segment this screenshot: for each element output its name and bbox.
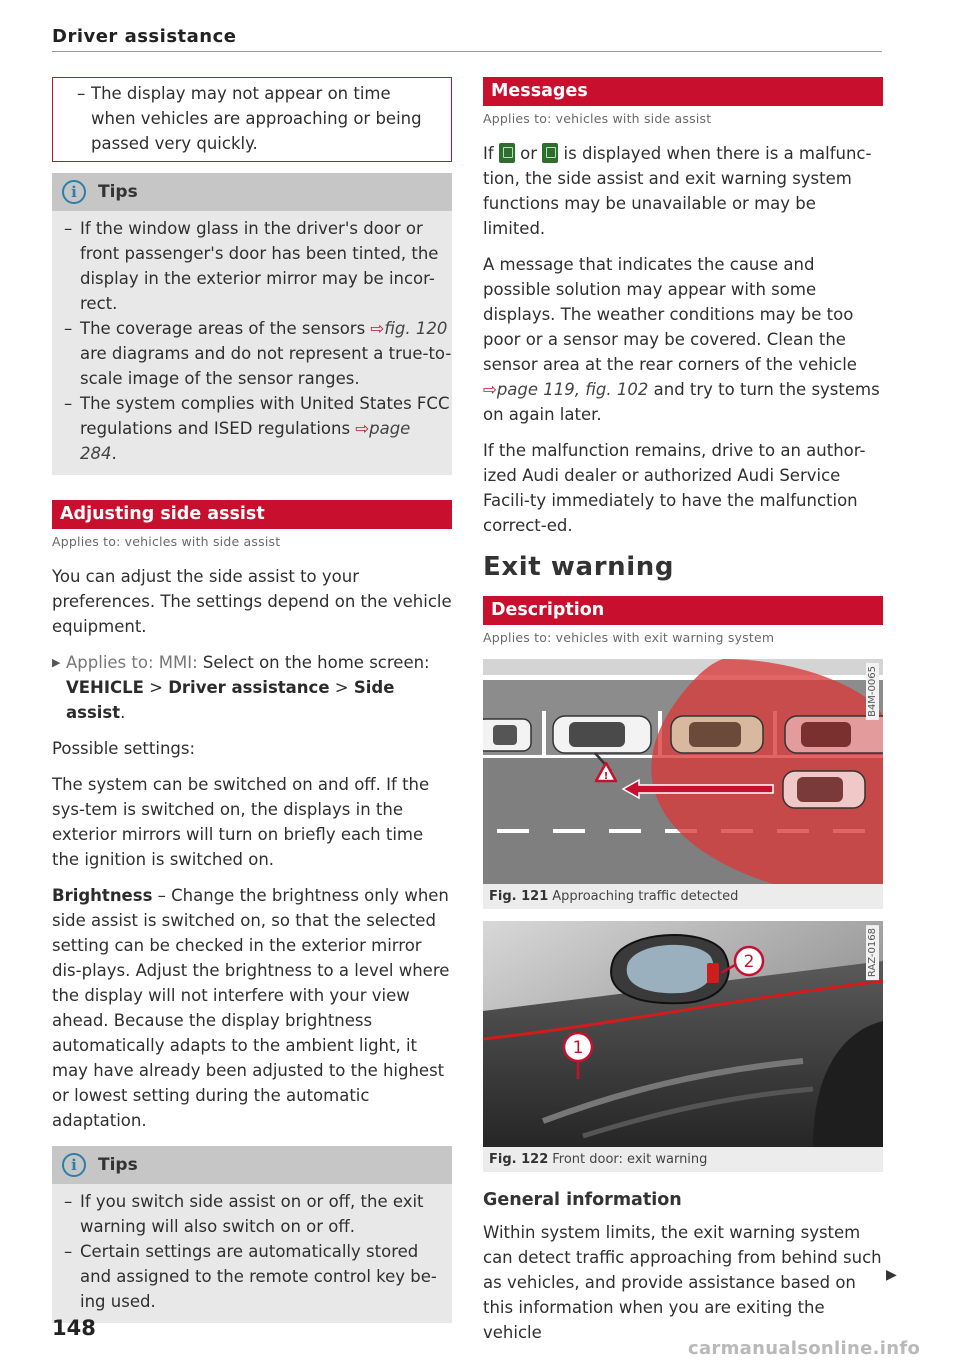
figure-122-illustration bbox=[483, 921, 883, 1147]
tips-item: – Certain settings are automatically stored and assigned to the remote control key be-ing used. bbox=[64, 1242, 437, 1311]
header-divider bbox=[52, 51, 882, 52]
chapter-title-exit-warning: Exit warning bbox=[483, 552, 675, 582]
tips-item: – The coverage areas of the sensors ⇨fig. 120 are diagrams and do not represent a true-to-scale image of the sensor ranges. bbox=[64, 319, 452, 388]
tips-header bbox=[52, 173, 452, 211]
arrow-right-icon: ⇨ bbox=[355, 419, 370, 438]
side-assist-malfunction-icon bbox=[542, 143, 558, 163]
traffic-diagram bbox=[483, 659, 883, 884]
tips-title: Tips bbox=[98, 1155, 138, 1175]
menu-path-driver-assistance: Driver assistance bbox=[168, 678, 330, 697]
section-title-messages: Messages bbox=[483, 77, 883, 106]
section-title-description: Description bbox=[483, 596, 883, 625]
setting-label-brightness: Brightness bbox=[52, 886, 153, 905]
tips-box-1 bbox=[52, 173, 452, 475]
paragraph: Possible settings: bbox=[52, 739, 196, 758]
info-icon: i bbox=[62, 1153, 86, 1177]
page-header: Driver assistance bbox=[52, 26, 237, 47]
paragraph-brightness: Brightness – Change the brightness only when side assist is switched on, so that the selected setting can be checked in the exterior mirror dis-plays. Adjust the brightness to a level where the display will not interfere with your view ahead. Because the display brightness automatically adapts to the ambient light, it may have already been adjusted to the highest or lowest setting during the automatic adaptation. bbox=[52, 886, 450, 1130]
cross-reference-link[interactable]: ⇨fig. 120 bbox=[370, 319, 448, 338]
figure-code: RAZ-0168 bbox=[866, 925, 879, 980]
tips-item: – The system complies with United States FCC regulations and ISED regulations ⇨page 284. bbox=[64, 394, 450, 463]
parked-car-4 bbox=[785, 716, 883, 753]
applies-to: Applies to: vehicles with side assist bbox=[483, 111, 712, 126]
parked-car-1 bbox=[483, 719, 531, 751]
paragraph: You can adjust the side assist to your preferences. The settings depend on the vehicle equipment. bbox=[52, 567, 452, 636]
tips-header bbox=[52, 1146, 452, 1184]
page-number: 148 bbox=[52, 1316, 96, 1340]
section-title-adjusting: Adjusting side assist bbox=[52, 500, 452, 529]
tips-body bbox=[52, 211, 452, 475]
info-icon: i bbox=[62, 180, 86, 204]
warning-item: – The display may not appear on time when vehicles are approaching or being passed very quickly. bbox=[77, 84, 422, 153]
tips-box-2 bbox=[52, 1146, 452, 1323]
tips-title: Tips bbox=[98, 182, 138, 202]
paragraph: A message that indicates the cause and possible solution may appear with some displays. The weather conditions may be too poor or a sensor may be covered. Clean the sensor area at the rear corners of the vehicle ⇨page 119, fig. 102 and try to turn the systems on again later. bbox=[483, 255, 880, 424]
arrow-right-icon: ⇨ bbox=[483, 380, 497, 399]
menu-path-side-assist: Side assist bbox=[66, 678, 395, 722]
callout-1-label: 1 bbox=[572, 1038, 584, 1058]
right-column bbox=[483, 77, 883, 1345]
paragraph: The system can be switched on and off. If the sys-tem is switched on, the displays in the exterior mirrors will turn on briefly each time the ignition is switched on. bbox=[52, 775, 430, 869]
subheading-general-information: General information bbox=[483, 1190, 682, 1210]
tips-body bbox=[52, 1184, 452, 1323]
svg-text:!: ! bbox=[603, 771, 609, 782]
paragraph: If or is displayed when there is a malfunc-tion, the side assist and exit warning system functions may be unavailable or may be limited. bbox=[483, 144, 872, 238]
tips-item: – If the window glass in the driver's door or front passenger's door has been tinted, the display in the exterior mirror may be incor-rect. bbox=[64, 219, 439, 313]
cross-reference-link[interactable]: ⇨page 284 bbox=[80, 419, 411, 463]
applies-to: Applies to: vehicles with exit warning system bbox=[483, 630, 775, 645]
cross-reference-link[interactable]: ⇨page 119, fig. 102 bbox=[483, 380, 649, 399]
figure-caption: Fig. 122 Front door: exit warning bbox=[489, 1152, 708, 1167]
applies-to: Applies to: vehicles with side assist bbox=[52, 534, 281, 549]
warning-box bbox=[52, 77, 452, 162]
approaching-car bbox=[783, 771, 865, 808]
instruction-step: ▶ Applies to: MMI: Select on the home screen: VEHICLE > Driver assistance > Side assist. bbox=[52, 650, 452, 725]
figure-caption: Fig. 121 Approaching traffic detected bbox=[489, 889, 739, 904]
menu-path-vehicle: VEHICLE bbox=[66, 678, 144, 697]
callout-2-label: 2 bbox=[743, 952, 755, 972]
figure-code: B4M-0065 bbox=[866, 663, 879, 720]
left-column bbox=[52, 77, 452, 1323]
door-interior-image bbox=[483, 921, 883, 1147]
figure-122 bbox=[483, 921, 883, 1172]
mirror-warning-led bbox=[707, 963, 719, 983]
figure-121-illustration bbox=[483, 659, 883, 884]
figure-121 bbox=[483, 659, 883, 909]
triangle-bullet-icon: ▶ bbox=[52, 656, 61, 669]
continue-arrow-icon: ▶ bbox=[886, 1267, 897, 1283]
paragraph: If the malfunction remains, drive to an author-ized Audi dealer or authorized Audi Service Facili-ty immediately to have the malfunction correct-ed. bbox=[483, 441, 866, 535]
side-assist-malfunction-icon bbox=[499, 143, 515, 163]
watermark: carmanualsonline.info bbox=[688, 1338, 921, 1359]
arrow-right-icon: ⇨ bbox=[370, 319, 385, 338]
paragraph: Within system limits, the exit warning system can detect traffic approaching from behind such as vehicles, and provide assistance based on this information when you are exiting the vehicle bbox=[483, 1223, 882, 1342]
tips-item: – If you switch side assist on or off, the exit warning will also switch on or off. bbox=[64, 1192, 424, 1236]
parked-car-3 bbox=[671, 716, 763, 753]
